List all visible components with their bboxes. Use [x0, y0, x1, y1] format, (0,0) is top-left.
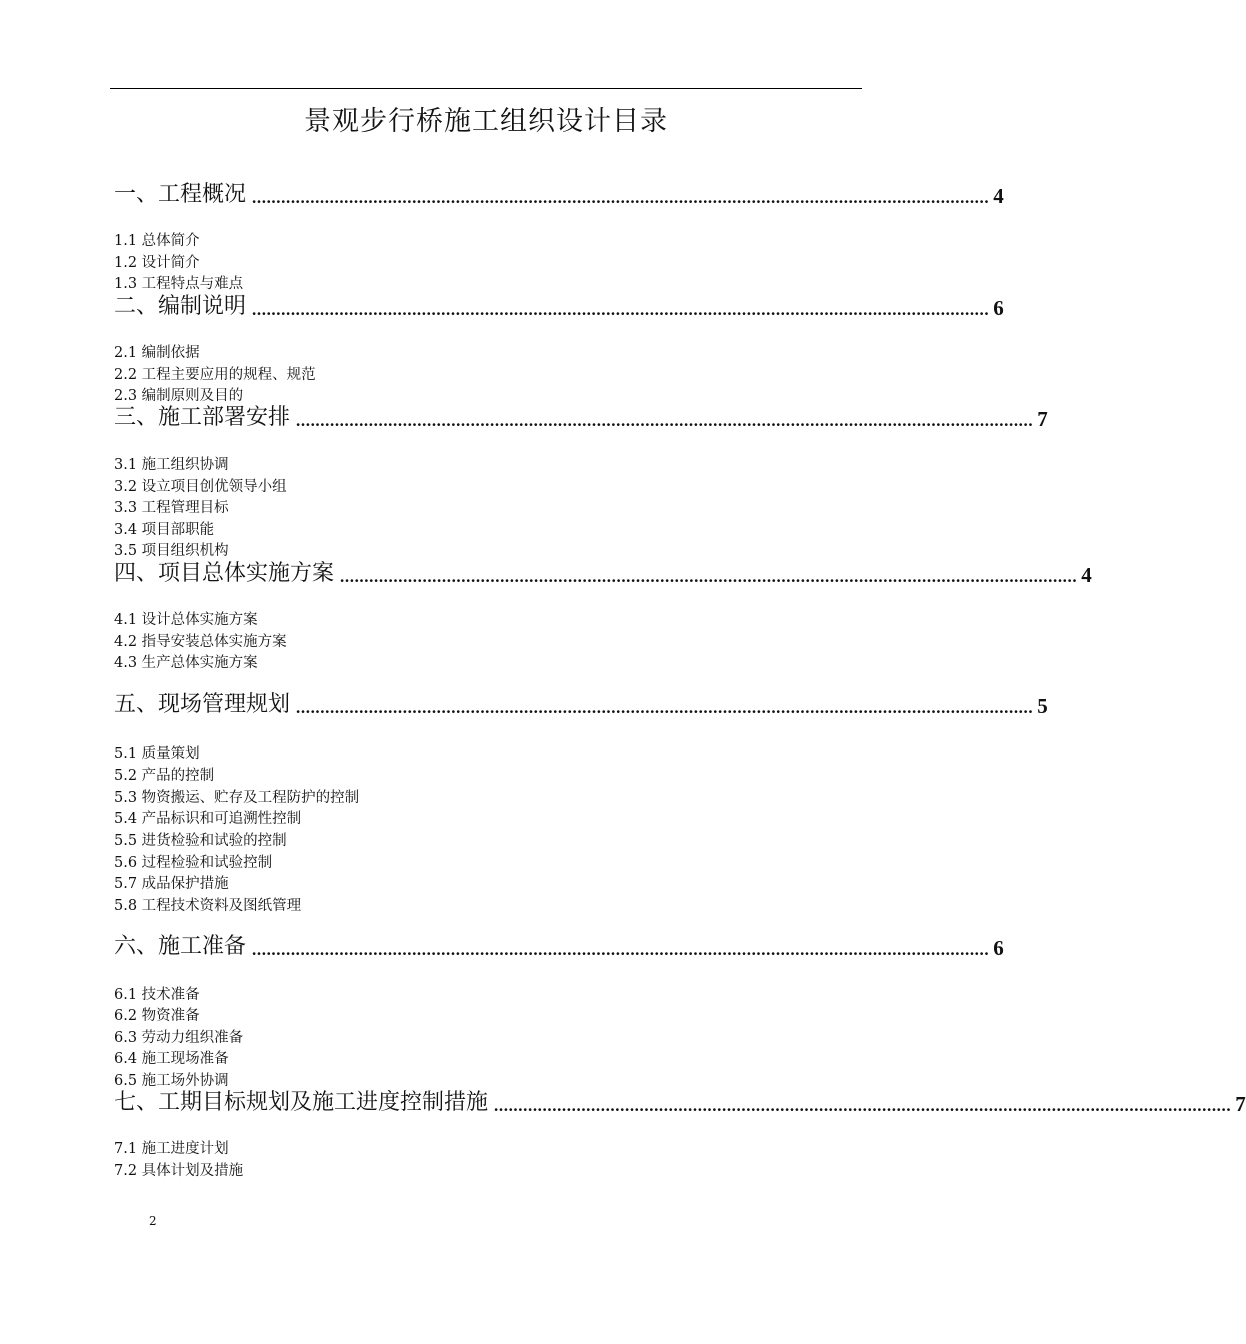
toc-item[interactable]: 1.1 总体简介	[114, 233, 200, 249]
toc-heading-text: 一、工程概况	[114, 182, 247, 207]
toc-leader-dots: ........................................................................................................................................................	[494, 1096, 1232, 1115]
toc-item[interactable]: 1.3 工程特点与难点	[114, 276, 244, 292]
toc-page-number: 4	[993, 184, 1004, 208]
toc-item[interactable]: 1.2 设计简介	[114, 255, 200, 271]
toc-heading-1[interactable]	[114, 178, 1004, 208]
toc-item[interactable]: 6.3 劳动力组织准备	[114, 1030, 244, 1046]
toc-item[interactable]: 4.1 设计总体实施方案	[114, 612, 258, 628]
toc-item[interactable]: 5.6 过程检验和试验控制	[114, 855, 273, 871]
toc-item[interactable]: 6.5 施工场外协调	[114, 1073, 229, 1089]
toc-item[interactable]: 5.2 产品的控制	[114, 768, 215, 784]
toc-heading-text: 七、工期目标规划及施工进度控制措施	[114, 1090, 489, 1115]
toc-item[interactable]: 2.1 编制依据	[114, 345, 200, 361]
toc-item[interactable]: 3.5 项目组织机构	[114, 543, 229, 559]
toc-page-number: 7	[1037, 407, 1048, 431]
footer-page-number: 2	[149, 1214, 157, 1228]
toc-heading-3[interactable]	[114, 401, 1048, 431]
toc-heading-text: 四、项目总体实施方案	[114, 561, 335, 586]
toc-item[interactable]: 4.2 指导安装总体实施方案	[114, 634, 287, 650]
toc-item[interactable]: 6.4 施工现场准备	[114, 1051, 229, 1067]
toc-page-number: 7	[1235, 1092, 1246, 1116]
toc-item[interactable]: 3.3 工程管理目标	[114, 500, 229, 516]
toc-item[interactable]: 4.3 生产总体实施方案	[114, 655, 258, 671]
toc-leader-dots: ........................................................................................................................................................	[252, 188, 990, 207]
toc-item[interactable]: 6.2 物资准备	[114, 1008, 200, 1024]
toc-item[interactable]: 5.7 成品保护措施	[114, 876, 229, 892]
toc-leader-dots: ........................................................................................................................................................	[252, 940, 990, 959]
toc-page-number: 4	[1081, 563, 1092, 587]
toc-item[interactable]: 3.4 项目部职能	[114, 522, 215, 538]
toc-page-number: 6	[993, 936, 1004, 960]
toc-item[interactable]: 5.1 质量策划	[114, 746, 200, 762]
toc-item[interactable]: 6.1 技术准备	[114, 987, 200, 1003]
toc-leader-dots: ........................................................................................................................................................	[252, 300, 990, 319]
toc-item[interactable]: 7.1 施工进度计划	[114, 1141, 229, 1157]
top-rule	[110, 88, 862, 89]
toc-item[interactable]: 5.4 产品标识和可追溯性控制	[114, 811, 302, 827]
toc-item[interactable]: 5.5 进货检验和试验的控制	[114, 833, 287, 849]
toc-heading-2[interactable]	[114, 290, 1004, 320]
toc-item[interactable]: 3.2 设立项目创优领导小组	[114, 479, 287, 495]
toc-heading-7[interactable]	[114, 1086, 1246, 1116]
toc-leader-dots: ........................................................................................................................................................	[340, 567, 1078, 586]
toc-leader-dots: ........................................................................................................................................................	[296, 411, 1034, 430]
toc-item[interactable]: 3.1 施工组织协调	[114, 457, 229, 473]
toc-item[interactable]: 7.2 具体计划及措施	[114, 1163, 244, 1179]
toc-heading-text: 二、编制说明	[114, 294, 247, 319]
document-title: 景观步行桥施工组织设计目录	[304, 106, 668, 137]
toc-item[interactable]: 2.2 工程主要应用的规程、规范	[114, 367, 316, 383]
toc-heading-text: 五、现场管理规划	[114, 692, 291, 717]
toc-item[interactable]: 5.8 工程技术资料及图纸管理	[114, 898, 302, 914]
toc-page-number: 5	[1037, 694, 1048, 718]
toc-heading-5[interactable]	[114, 688, 1048, 718]
toc-leader-dots: ........................................................................................................................................................	[296, 698, 1034, 717]
toc-heading-6[interactable]	[114, 930, 1004, 960]
toc-heading-4[interactable]	[114, 557, 1092, 587]
toc-item[interactable]: 5.3 物资搬运、贮存及工程防护的控制	[114, 790, 360, 806]
toc-item[interactable]: 2.3 编制原则及目的	[114, 388, 244, 404]
toc-page-number: 6	[993, 296, 1004, 320]
toc-heading-text: 六、施工准备	[114, 934, 247, 959]
toc-heading-text: 三、施工部署安排	[114, 405, 291, 430]
